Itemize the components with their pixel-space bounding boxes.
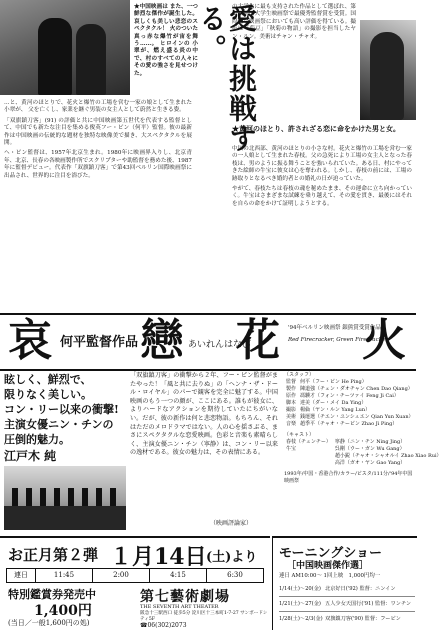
staff-role: 美術 [286,414,297,420]
tagline-4: 主演女優ニン・チンの [4,418,114,431]
morning-date: 1/21(土)～27(金) [279,601,321,607]
showtimes [6,568,264,583]
release-date-suffix: (土)より [206,550,258,565]
cast-name: 呉剛（ウー・ガン Wu Gang） [334,446,405,452]
tagline-5: 圧倒的魅力。 [4,433,70,446]
flags-row [12,488,118,506]
left-col-text [4,100,192,308]
theater-en: THE SEVENTH ART THEATER [140,604,219,610]
morning-row [279,612,415,626]
staff-name: 楊倫（ヤン・ルン Yang Lun） [300,407,371,413]
title-char-3: 花 [236,315,280,366]
staff-name: 趙季平（チャオ・チーピン Zhao Ji Ping） [300,421,398,427]
cast-role: 牛宝 [286,446,297,452]
morning-schedule [279,582,415,626]
tagline-2: 限りなく美しい。 [4,388,92,401]
ticket-heading: 特別鑑賞券発売中 [8,588,96,601]
story-paragraph-2: やがて、春枝たちは春枝の魂を秘めたまま、その運命に立ち向かっていく。牛宝はさまざまな試練を乗り越えて、その愛を貫き、最後にはそれを自らの命をかけて証明しようとする。 [232,186,412,207]
staff-footer: 1993年/中国・香港合作/カラー/ビスタ/111分/'94年中国映画祭 [284,471,413,484]
cast-name: 趙小鋭（チャオ・シャオルイ Zhao Xiao Rui） [334,453,442,459]
vertical-headline: 愛は挑戦する。 [195,4,258,154]
morning-subheading: ［中国映画傑作選］ [287,561,369,571]
theater-phone: ☎06(302)2073 [140,622,187,629]
morning-row [279,582,415,597]
prize-paragraph-2: ヘ・ピン監督は、1957年北京生まれ。1980年に映画界入りし、北京青年、北京、長春の各映画製作所でスクリプターや助監督を務めた後、1987年に監督デビュー。代表作「双旗鎮刀客」で第43回ベルリン国際映画祭に出品され、世界的に注目を浴びた。 [4,150,192,179]
morning-title: 北京好日('92) 監督：ニンイン [325,586,396,592]
tagline-3: コン・リー以来の衝撃! [4,403,119,416]
theater-address: 阪急十三駅西口 徒歩5分 淀川区十三本町1-7-27 サンポードシティ5F [140,611,268,622]
title-band [0,313,416,371]
cast-table [284,439,444,467]
tagline-1: 眩しく、鮮烈で、 [4,373,92,386]
landscape-photo [4,466,126,530]
festival-note: '94年ベルリン映画祭 銀熊賞受賞作品 [288,325,381,331]
figure-woman [76,24,106,95]
showtime: 11:45 [36,569,93,582]
cast-name: 高洋（ガオ・ヤン Gao Yang） [334,460,406,466]
morning-block [272,536,417,630]
intro-text [134,4,198,96]
cast-role: 春枝（チュンチー） [286,439,331,445]
release-title: お正月第２弾 [8,546,99,564]
screening-block [0,536,270,630]
title-ruby: あいれんはなび [188,340,252,350]
prize-paragraph: 「双旗鎮刀客」(91) の評価と共に中国映画第五世代を代表する監督として、中国でも新たな注目を集める俊英フー・ピン（何平）監督。彼の最新作は中国映画の伝統的な題材を独特な映像美で描き、大スペクタクルを展開。 [4,117,192,147]
right-col-paragraph: の大学生に最も支持された作品として選ばれ、第１回中国大学生映画祭で最優秀監督賞を受賞。国際的な映画祭においても高い評価を得ている。撮影は「菊豆」「秋菊の物語」の撮影を担当したヤン・ルン。美術はチャン・チャオ。 [232,4,356,40]
ticket-price: 1,400円 [34,603,92,619]
top-right-photo [360,20,416,120]
morning-row [279,597,415,612]
staff-name: 達美（ダー・メイ Da Ying） [300,400,367,406]
headline-2: ★黄河のほとり、許されざる恋に命をかけた男と女。 [232,124,400,133]
english-title: Red Firecracker, Green Firecracker [288,337,388,343]
staff-name: 陳道強（チェン・ダオチャン Chen Dao Qiang） [300,386,413,392]
morning-title: 双旗鎮刀客('90) 監督：フーピン [325,616,401,622]
staff-role: 監督 [286,379,297,385]
ticket-price-note: (当日／一般1,600円の処) [8,619,90,627]
staff-name: 何平（フー・ピン He Ping） [300,379,367,385]
morning-date: 1/28(土)～2/3(金) [279,616,323,622]
review-paragraph: 「双旗鎮刀客」の衝撃から２年、フー・ピン監督がまたやった！「風と共に去りぬ」の「ヘンナ・ザ・ドール・ロイヤル」のパーで観客を完全に魅了する。中国映画のもう一つの顔が、ここにある。誰もが彼女に、よりハードなアクションを期待していたにちがいない。だが、彼の新作は何と悲恋物語。もちろん、それはただのメロドラマではない。人の心を揺さぶる、まさにスペクタクルな恋愛映画。色彩と音楽も素晴らしく、主演女優ニン・チン（寧静）は、コン・リー以来の逸材である。彼女の魅力は、その表情にある。 [130,372,278,457]
woman-portrait [370,32,404,120]
staff-name: 銭運選（チエン・ユンシュエン Qian Yun Xuan） [300,414,414,420]
cast-heading: （キャスト） [284,432,315,438]
staff-heading: （スタッフ） [284,372,315,378]
morning-title: 五人少女天国行('91) 監督：ワンチン [325,601,412,607]
times-label: 連日 [7,569,36,582]
right-col-text-2 [232,146,412,308]
staff-role: 撮影 [286,407,297,413]
intro-paragraph: ★中国映画は また、一つ鮮烈な傑作が誕生した。哀しくも美しい悲恋のスペクタクル！ 火のついた真っ赤な爆竹が宙を舞う……。 ヒロインの 小翠が、燃え盛る炎の中で、村のすべての人々に その愛の強さを見せつけた。 [134,4,198,77]
morning-date: 1/14(土)～20(金) [279,586,321,592]
release-date: １月14日 [110,544,207,570]
morning-times: 連日 AM10:00～ 1回上映 1,000円均一 [279,573,381,579]
cast-name: 寧静（ニン・チン Ning Jing） [334,439,406,445]
title-char-4: 火 [362,315,406,366]
showtime: 6:30 [227,571,243,579]
author: 江戸木 純 [4,449,57,463]
staff-name: 馮驥才（フォン・チーツァイ Feng Ji Cai） [300,393,399,399]
staff-role: 音楽 [286,421,297,427]
title-char-1: 哀 [8,315,52,366]
director-label: 何平監督作品 [60,335,139,350]
staff-block [284,372,442,485]
crowd-silhouette [4,506,126,530]
staff-role: 脚本 [286,400,297,406]
morning-heading: モーニングショー [279,546,382,561]
title-char-2: 戀 [140,315,184,366]
review-text [130,372,278,522]
theater-name: 第七藝術劇場 [140,589,230,605]
story-paragraph: 中国の北西部、黄河のほとりの小さな村。花火と爆竹の工場を営む一家の一人娘として生まれた春枝。父の急死により工場の女主人となった春枝は、男のように振る舞うことを強いられていた。ある日、村にやってきた絵師の牛宝に彼女は心を奪われる。しかし、春枝の前には、工場の跡取りとなるべき婚約者との婚礼の日が迫っていた。 [232,146,412,182]
right-col-text [232,4,356,120]
cast-role [284,460,333,467]
cast-role [284,453,333,460]
showtime: 4:15 [150,569,207,582]
staff-role: 製作 [286,386,297,392]
staff-table [284,379,416,428]
cast-paragraph: …と、黄河のほとりで、花火と爆竹の工場を営む一家の娘として生まれた小翠が、 父を亡くし、家業を継ぐ男装の女主人として蔚然と生きる姿。 [4,100,192,114]
tagline-block [4,372,124,464]
staff-role: 原作 [286,393,297,399]
top-left-photo [0,0,130,95]
showtime: 2:00 [93,569,150,582]
review-credit: （映画評論家） [210,520,253,527]
figure-man [38,18,72,95]
